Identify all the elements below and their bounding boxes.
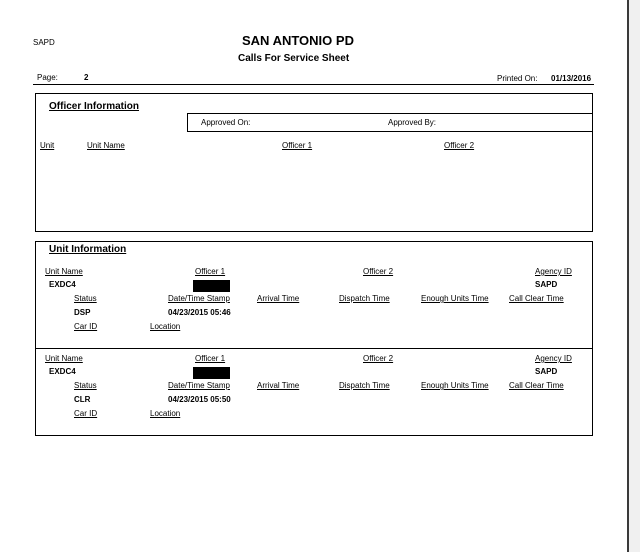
agency-code: SAPD — [33, 38, 55, 47]
redacted-officer-1 — [193, 367, 230, 379]
page-title: SAN ANTONIO PD — [242, 33, 354, 48]
officer-info-heading: Officer Information — [49, 101, 140, 112]
column-officer-2: Officer 2 — [444, 141, 475, 150]
printed-label: Printed On: — [497, 74, 538, 83]
label-arrival: Arrival Time — [257, 294, 300, 303]
record-divider — [36, 348, 592, 349]
label-datetime: Date/Time Stamp — [168, 294, 230, 303]
label-agency-id: Agency ID — [535, 354, 572, 363]
datetime-value: 04/23/2015 05:46 — [168, 308, 231, 317]
status-value: DSP — [74, 308, 91, 317]
approval-box — [187, 113, 593, 132]
label-car-id: Car ID — [74, 322, 98, 331]
printed-date: 01/13/2016 — [551, 74, 592, 83]
label-status: Status — [74, 294, 97, 303]
header-divider — [33, 84, 594, 85]
officer-info-section — [35, 93, 593, 232]
column-officer-1: Officer 1 — [282, 141, 313, 150]
label-enough-units: Enough Units Time — [421, 381, 489, 390]
label-location: Location — [150, 409, 181, 418]
datetime-value: 04/23/2015 05:50 — [168, 395, 231, 404]
agency-id-value: SAPD — [535, 280, 558, 289]
label-call-clear: Call Clear Time — [509, 381, 564, 390]
approved-on-label: Approved On: — [201, 118, 251, 127]
status-value: CLR — [74, 395, 91, 404]
unit-name-value: EXDC4 — [49, 367, 76, 376]
label-car-id: Car ID — [74, 409, 98, 418]
label-officer-2: Officer 2 — [363, 354, 394, 363]
label-agency-id: Agency ID — [535, 267, 572, 276]
redacted-officer-1 — [193, 280, 230, 292]
column-unit-name: Unit Name — [87, 141, 125, 150]
viewer-background — [629, 0, 640, 552]
page-label: Page: — [37, 73, 58, 82]
page-subtitle: Calls For Service Sheet — [238, 53, 350, 64]
label-unit-name: Unit Name — [45, 354, 83, 363]
page-number: 2 — [84, 73, 89, 82]
unit-name-value: EXDC4 — [49, 280, 76, 289]
approved-by-label: Approved By: — [388, 118, 437, 127]
label-location: Location — [150, 322, 181, 331]
unit-info-heading: Unit Information — [49, 244, 127, 255]
label-unit-name: Unit Name — [45, 267, 83, 276]
label-officer-2: Officer 2 — [363, 267, 394, 276]
label-officer-1: Officer 1 — [195, 267, 226, 276]
label-arrival: Arrival Time — [257, 381, 300, 390]
unit-info-section — [35, 241, 593, 436]
page-edge — [627, 0, 629, 552]
label-dispatch: Dispatch Time — [339, 381, 390, 390]
label-call-clear: Call Clear Time — [509, 294, 564, 303]
label-enough-units: Enough Units Time — [421, 294, 489, 303]
label-status: Status — [74, 381, 97, 390]
label-dispatch: Dispatch Time — [339, 294, 390, 303]
label-officer-1: Officer 1 — [195, 354, 226, 363]
column-unit: Unit — [40, 141, 55, 150]
agency-id-value: SAPD — [535, 367, 558, 376]
label-datetime: Date/Time Stamp — [168, 381, 230, 390]
